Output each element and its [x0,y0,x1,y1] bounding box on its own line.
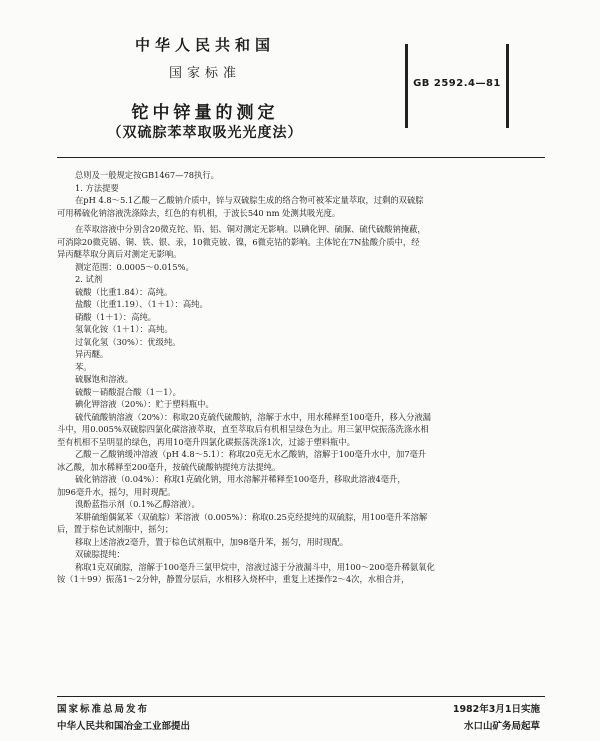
issuer-text: 国家标准总局发布 [57,704,150,715]
header-divider [57,157,545,158]
body-line: 斗中，用0.005%双硫腙四氯化碳溶液萃取，直至萃取后有机相呈绿色为止。用三氯甲烷振荡洗涤水相 [57,424,429,434]
body-line: 硫代硫酸钠溶液（20%）：称取20克硫代硫酸钠，溶解于水中，用水稀释至100毫升，移入分液漏 [75,411,431,422]
body-line: 测定范围：0.0005～0.015%。 [75,261,194,272]
body-line: 铵（1＋99）振荡1～2分钟，静置分层后，水相移入烧杯中，重复上述操作2～4次，水相合并， [57,574,410,584]
body-line: 可用稀硫化钠溶液洗涤除去，红色的有机相，于波长540 nm 处测其吸光度。 [57,207,341,218]
body-line: 总则及一般规定按GB1467—78执行。 [75,170,219,180]
body-line: 称取1克双硫腙，溶解于100毫升三氯甲烷中，溶液过滤于分液漏斗中，用100～200毫升稀氨氧化 [75,561,435,572]
approval-date-text: 1982年3月1日实施 [452,704,540,715]
body-line: 异丙醚。 [75,349,109,359]
document-subtitle: （双硫腙苯萃取吸光光度法） [107,125,303,141]
body-line: 过氧化氢（30%）：优级纯。 [75,336,181,347]
body-line: 2. 试剂 [75,274,103,284]
body-line: 冰乙酸，加水稀释至200毫升，按硫代硫酸钠提纯方法提纯。 [57,461,281,472]
body-line: 硫酸－硝酸混合酸（1－1）。 [75,386,181,397]
body-line: 苯肼硫缩偶氮苯（双硫腙）苯溶液（0.005%）：称取0.25克经提纯的双硫腙，用100毫升苯溶解 [75,511,428,522]
proposer-text: 中华人民共和国冶金工业部提出 [57,721,191,732]
body-line: 硫化钠溶液（0.04%）：称取1克硫化钠，用水溶解并稀释至100毫升，移取此溶液4毫升， [75,474,406,484]
document-body [57,169,545,586]
body-line: 异丙醚萃取分离后对测定无影响。 [57,249,182,259]
body-line: 加96毫升水，摇匀，用时现配。 [57,486,176,497]
body-line: 碘化钾溶液（20%）：贮于塑料瓶中。 [75,399,214,409]
body-line: 移取上述溶液2毫升，置于棕色试剂瓶中，加98毫升苯，摇匀，用时现配。 [75,536,349,547]
body-line: 盐酸（比重1.19）、（1＋1）：高纯。 [75,299,208,309]
body-line: 在pH 4.8～5.1乙酸－乙酸钠介质中，锌与双硫腙生成的络合物可被苯定量萃取，过剩的双硫腙 [75,195,424,205]
footer-divider [57,696,545,697]
body-line: 氢氧化铵（1＋1）：高纯。 [75,324,173,334]
body-line: 1. 方法提要 [75,182,119,193]
standard-number: GB 2592.4—81 [413,78,501,89]
body-line: 硝酸（1＋1）：高纯。 [75,311,157,322]
body-line: 硫脲饱和溶液。 [75,374,134,384]
national-standard-heading: 国家标准 [168,66,241,81]
country-standard-heading: 中华人民共和国 [134,36,275,54]
document-title: 铊中锌量的测定 [131,103,279,123]
body-line: 乙酸－乙酸钠缓冲溶液（pH 4.8～5.1）：称取20克无水乙酸钠，溶解于100毫升水中，加7毫升 [75,449,427,459]
body-line: 溴酚蓝指示剂（0.1%乙醇溶液）。 [75,499,200,509]
body-line: 苯。 [75,361,92,372]
standard-number-box [405,44,509,128]
body-line: 在萃取溶液中分别含20微克铊、铅、铝、铜对测定无影响。以碘化钾、硫脲、硫代硫酸钠掩蔽， [75,224,426,234]
body-line: 至有机相不呈明显的绿色，再用10毫升四氯化碳振荡洗涤1次，过滤于塑料瓶中。 [57,436,355,447]
body-line: 后，置于棕色试剂瓶中，摇匀； [57,524,174,534]
body-line: 硫酸（比重1.84）：高纯。 [75,286,173,297]
body-line: 双硫腙提纯： [75,549,125,559]
drafter-text: 水口山矿务局起草 [463,721,540,732]
body-line: 可消除20微克镉、铜、铁、银、汞，10微克铍、镍，6微克钴的影响。主体铊在7N盐酸介质中，经 [57,236,420,247]
